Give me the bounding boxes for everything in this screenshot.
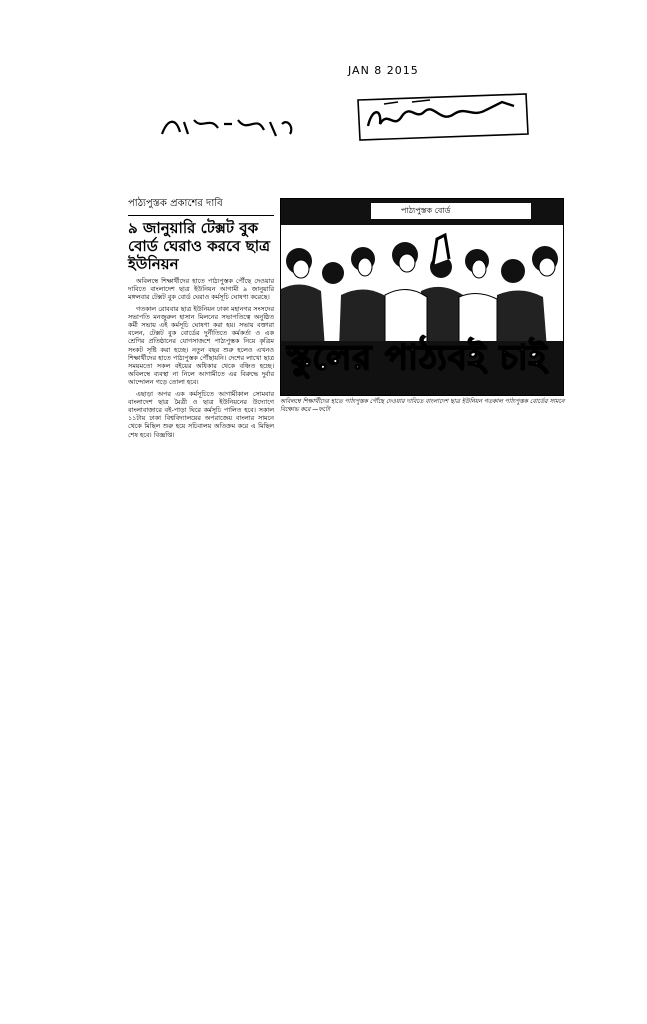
protest-photo — [280, 198, 564, 396]
date-stamp: JAN 8 2015 — [348, 64, 419, 77]
article-paragraph: অবিলম্বে শিক্ষার্থীদের হাতে পাঠ্যপুস্তক পৌঁছে দেওয়ার দাবিতে বাংলাদেশ ছাত্র ইউনিয়ন আগামী ৯ জানুয়ারি মঙ্গলবার টেক্সট বুক বোর্ড ঘেরাও কর্মসূচি ঘোষণা করেছে। — [128, 277, 274, 302]
photo-credit: —ফটো — [312, 406, 331, 413]
photo-caption — [280, 398, 566, 414]
handwritten-note-left — [158, 112, 298, 140]
article-kicker: পাঠ্যপুস্তক প্রকাশের দাবি — [128, 196, 274, 216]
article-headline: ৯ জানুয়ারি টেক্সট বুক বোর্ড ঘেরাও করবে ছাত্র ইউনিয়ন — [128, 219, 271, 273]
article-body — [128, 277, 274, 439]
caption-text: অবিলম্বে শিক্ষার্থীদের হাতে পাঠ্যপুস্তক পৌঁছে দেওয়ার দাবিতে বাংলাদেশ ছাত্র ইউনিয়ন গতকাল পাঠ্যপুস্তক বোর্ডের সামনে বিক্ষোভ করে — [280, 398, 565, 413]
photo-sign-text: পাঠ্যপুস্তক বোর্ড — [401, 206, 451, 215]
article-paragraph: এছাড়া অপর এক কর্মসূচিতে আগামীকাল সোমবার বাংলাদেশ ছাত্র মৈত্রী ও ছাত্র ইউনিয়নের উদ্যোগে বাংলাবাজারে বই-পাড়া ঘিরে কর্মসূচি পালিত হবে। সকাল ১১টায় ঢাকা বিশ্ববিদ্যালয়ের অপরাজেয় বাংলার সামনে থেকে মিছিল শুরু হয়ে সচিবালয় অতিক্রম করে এ মিছিল শেষ হবে। বিজ্ঞপ্তি। — [128, 389, 274, 439]
handwritten-note-right — [354, 90, 530, 142]
article-paragraph: গতকাল রোববার ছাত্র ইউনিয়ন ঢাকা মহানগর সংসদের সভাপতি মনজুরুল হাসান মিলনের সভাপতিত্বে অনুষ্ঠিত কর্মী সভায় এই কর্মসূচি ঘোষণা করা হয়। সভায় বক্তারা বলেন, টেক্সট বুক বোর্ডের দুর্নীতিতে কর্মকর্তা ও এক শ্রেণির প্রতিষ্ঠানের যোগসাজশে পাঠ্যপুস্তক নিয়ে কৃত্রিম সংকট সৃষ্টি করা হচ্ছে। নতুন বছর শুরু হলেও এখনও শিক্ষার্থীদের হাতে পাঠ্যপুস্তক পৌঁছায়নি। দেশের লাখো ছাত্র সময়মতো সকল বইয়ের অধিকার থেকে বঞ্চিত হচ্ছে। অবিলম্বে ব্যবস্থা না নিলে আগামীতে এর বিরুদ্ধে দুর্বার আন্দোলন গড়ে তোলা হবে। — [128, 304, 274, 387]
banner-slogan: স্কুলের পাঠ্যবই চাই — [287, 338, 548, 378]
news-article — [128, 196, 274, 442]
